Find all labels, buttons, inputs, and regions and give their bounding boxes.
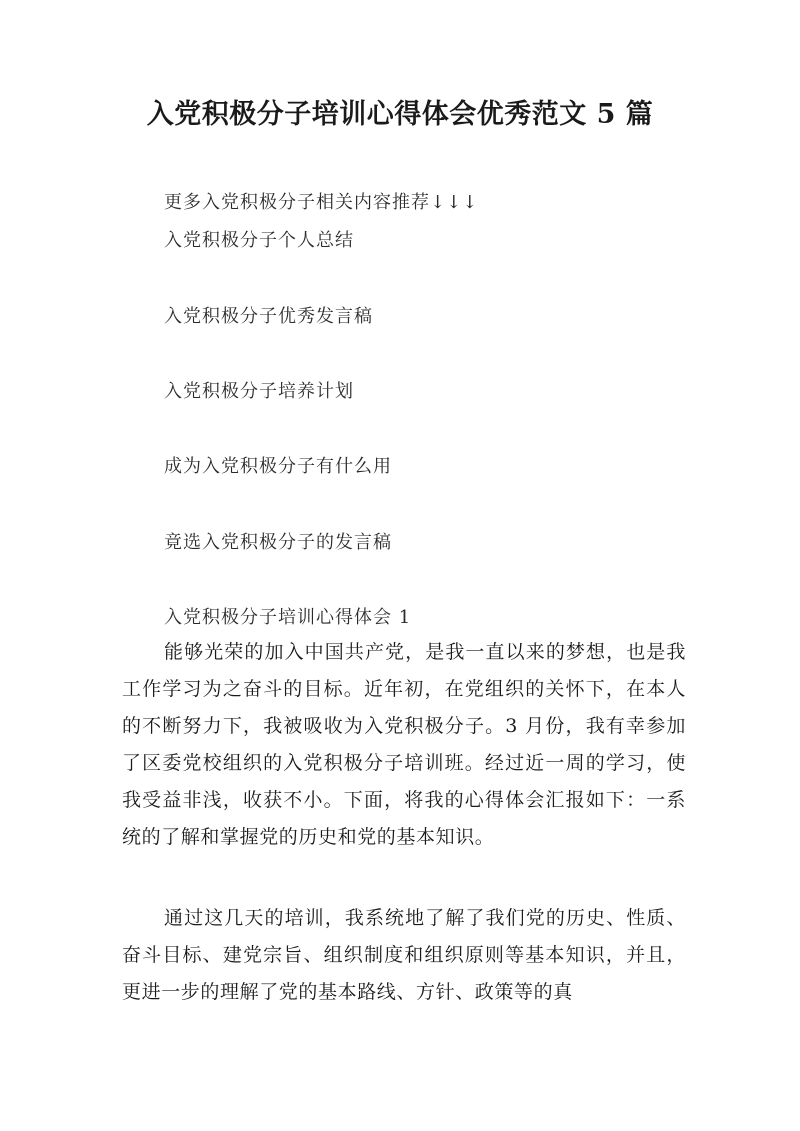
body-paragraph-2: 通过这几天的培训，我系统地了解了我们党的历史、性质、奋斗目标、建党宗旨、组织制度和组织原则等基本知识，并且，更进一步的理解了党的基本路线、方针、政策等的真 [122,907,686,1003]
document-title: 入党积极分子培训心得体会优秀范文 5 篇 [146,99,654,130]
related-link-speech[interactable]: 入党积极分子优秀发言稿 [164,306,373,327]
recommend-intro: 更多入党积极分子相关内容推荐↓↓↓ [164,192,479,213]
related-link-training-plan[interactable]: 入党积极分子培养计划 [164,381,354,402]
related-link-benefits[interactable]: 成为入党积极分子有什么用 [164,456,392,477]
section-heading: 入党积极分子培训心得体会 1 [164,607,412,628]
related-link-campaign-speech[interactable]: 竟选入党积极分子的发言稿 [164,532,392,553]
related-link-personal-summary[interactable]: 入党积极分子个人总结 [164,230,354,251]
body-paragraph-1: 能够光荣的加入中国共产党，是我一直以来的梦想，也是我工作学习为之奋斗的目标。近年初，在党组织的关怀下，在本人的不断努力下，我被吸收为入党积极分子。3 月份，我有幸参加了区委党校组织的入党积极分子培训班。经过近一周的学习，使我受益非浅，收获不小。下面，将我的心得体会汇报如下：一系统的了解和掌握党的历史和党的基本知识。 [122,641,686,848]
